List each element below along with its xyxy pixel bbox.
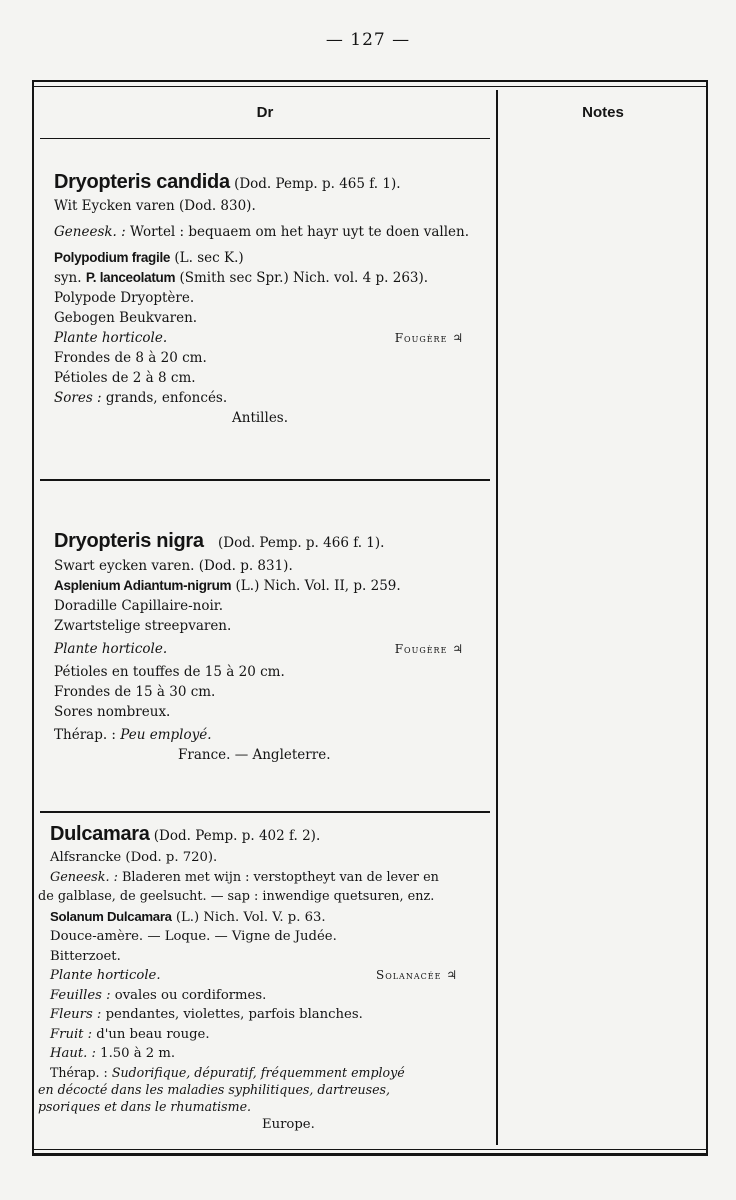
entry-line: Plante horticole. Fougère ♃ (54, 641, 464, 657)
entry-dulcamara (38, 820, 494, 1134)
entry-line: Pétioles en touffes de 15 à 20 cm. (54, 664, 285, 680)
entry-line: Doradille Capillaire-noir. (54, 598, 224, 614)
entry-line: Solanum Dulcamara (L.) Nich. Vol. V. p. 63. (50, 908, 326, 925)
entry-line: Thérap. : Sudorifique, dépuratif, fréquemment employé (50, 1064, 405, 1080)
entry-reference: (Dod. Pemp. p. 402 f. 2). (153, 828, 321, 844)
entry-line: Plante horticole. Solanacée ♃ (50, 966, 494, 986)
family-tag: Solanacée ♃ (375, 968, 458, 982)
entry-line: de galblase, de geelsucht. — sap : inwendige quetsuren, enz. (38, 889, 435, 904)
entry-line: Zwartstelige streepvaren. (54, 618, 232, 634)
page-number: — 127 — (325, 30, 411, 50)
entry-line: Thérap. : Peu employé. (54, 727, 212, 743)
family-tag: Fougère ♃ (394, 331, 464, 345)
family-tag: Fougère ♃ (394, 642, 464, 656)
entry-line: Frondes de 8 à 20 cm. (54, 350, 207, 366)
entry-line: Sores : grands, enfoncés. (54, 390, 228, 406)
entry-line: Polypodium fragile (L. sec K.) (54, 250, 244, 266)
entry-dryopteris-nigra (54, 526, 494, 765)
entry-line: Asplenium Adiantum-nigrum (L.) Nich. Vol. II, p. 259. (54, 578, 401, 594)
entry-line: Fruit : d'un beau rouge. (50, 1026, 210, 1042)
entry-line: Swart eycken varen. (Dod. p. 831). (54, 558, 293, 574)
entry-line: Bitterzoet. (50, 948, 121, 964)
entry-line: Douce-amère. — Loque. — Vigne de Judée. (50, 929, 337, 944)
entry-title: Dryopteris candida (54, 171, 230, 193)
entry-line: Pétioles de 2 à 8 cm. (54, 370, 196, 386)
entry-line: Haut. : 1.50 à 2 m. (50, 1046, 176, 1061)
column-header-dr: Dr (256, 104, 274, 121)
entry-reference: (Dod. Pemp. p. 466 f. 1). (217, 535, 385, 551)
entry-line: Wit Eycken varen (Dod. 830). (54, 198, 256, 214)
entry-line: Geneesk. : Wortel : bequaem om het hayr uyt te doen vallen. (54, 224, 469, 240)
entry-line: Gebogen Beukvaren. (54, 310, 198, 326)
entry-line: psoriques et dans le rhumatisme. (38, 1098, 252, 1114)
header-rule (40, 138, 490, 139)
frame-rule-top (34, 86, 706, 87)
entry-separator (40, 811, 490, 813)
entry-line: syn. P. lanceolatum (Smith sec Spr.) Nich. vol. 4 p. 263). (54, 270, 429, 286)
entry-reference: (Dod. Pemp. p. 465 f. 1). (234, 176, 401, 192)
entry-line: en décocté dans les maladies syphilitiques, dartreuses, (38, 1081, 391, 1097)
entry-location: Europe. (262, 1116, 315, 1132)
entry-location: Antilles. (232, 410, 289, 426)
entry-line: Alfsrancke (Dod. p. 720). (50, 850, 218, 865)
column-divider (496, 90, 498, 1145)
table-frame (32, 80, 708, 1156)
entry-title: Dryopteris nigra (54, 530, 204, 552)
entry-line: Sores nombreux. (54, 704, 171, 720)
entry-line: Polypode Dryoptère. (54, 290, 195, 306)
entry-title: Dulcamara (50, 823, 150, 845)
entry-line: Frondes de 15 à 30 cm. (54, 684, 216, 700)
column-header-notes: Notes (582, 104, 624, 121)
entry-dryopteris-candida (54, 168, 494, 428)
frame-rule-bottom (34, 1149, 706, 1150)
entry-line: Feuilles : ovales ou cordiformes. (50, 987, 267, 1003)
entry-line: Plante horticole. Fougère ♃ (54, 330, 464, 346)
entry-separator (40, 479, 490, 481)
entry-line: Fleurs : pendantes, violettes, parfois blanches. (50, 1007, 363, 1022)
entry-line: Geneesk. : Bladeren met wijn : verstoptheyt van de lever en (50, 869, 439, 885)
entry-location: France. — Angleterre. (178, 747, 331, 763)
